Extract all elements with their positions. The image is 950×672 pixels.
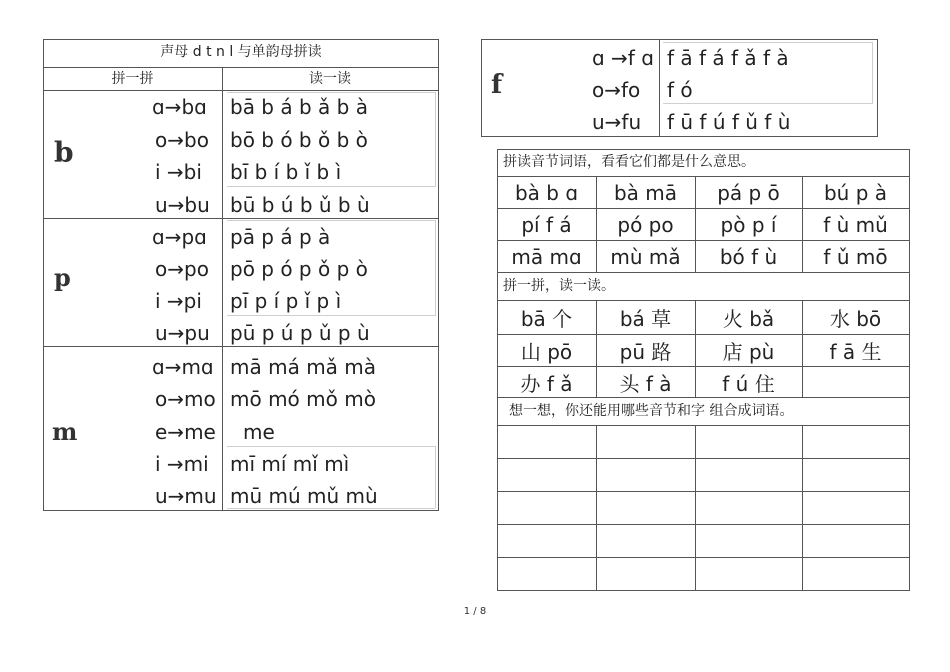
mix-cell: 山 pō: [520, 340, 573, 364]
column-divider: [695, 425, 696, 590]
pin-cell: o→po: [155, 257, 209, 281]
table-border: [497, 272, 910, 273]
pin-cell: ɑ→bɑ: [152, 95, 207, 119]
pin-cell: ɑ →f ɑ: [592, 46, 654, 70]
table-border-left: [43, 39, 44, 510]
read-cell: mū mú mǔ mù: [230, 484, 378, 508]
word-cell: bà mā: [613, 180, 678, 205]
table-border: [43, 346, 439, 347]
pin-cell: o→bo: [155, 128, 209, 152]
word-cell: bà b ɑ: [514, 180, 579, 205]
pin-cell: u→fu: [592, 110, 642, 134]
table-border-bottom: [43, 510, 439, 511]
instruction-think: 想一想，你还能用哪些音节和字 组合成词语。: [509, 403, 794, 419]
table-column-divider: [659, 39, 660, 136]
pin-cell: ɑ→mɑ: [152, 355, 214, 379]
header-read: 读一读: [309, 71, 351, 87]
letter-b: b: [54, 136, 74, 169]
letter-f: f: [491, 70, 503, 100]
word-cell: bó f ù: [719, 244, 778, 269]
read-cell: pā p á p à: [230, 225, 331, 249]
read-cell: pī p í p ǐ p ì: [230, 289, 342, 313]
word-cell: mā mɑ: [511, 244, 582, 269]
mix-cell: pū 路: [619, 340, 672, 364]
word-cell: pá p ō: [717, 180, 780, 205]
read-cell: bā b á b ǎ b à: [230, 95, 368, 119]
left-table-title: 声母 d t n l 与单韵母拼读: [160, 44, 322, 60]
instruction-pin-read: 拼一拼，读一读。: [503, 278, 615, 294]
read-cell: me: [243, 420, 275, 444]
header-pin: 拼一拼: [111, 71, 154, 87]
table-border: [43, 90, 439, 91]
table-border-bottom: [481, 136, 878, 137]
mix-cell: f ú 住: [722, 371, 775, 396]
mix-cell: 水 bō: [829, 307, 882, 331]
pin-cell: i →pi: [155, 289, 202, 313]
instruction-read-words: 拼读音节词语，看看它们都是什么意思。: [503, 154, 755, 170]
read-cell: pō p ó p ǒ p ò: [230, 257, 368, 281]
word-cell: pó po: [617, 212, 674, 237]
table-border: [497, 425, 910, 426]
mix-cell: 头 f à: [619, 371, 672, 396]
table-border-right: [438, 39, 439, 510]
inner-box: [227, 186, 435, 187]
table-column-divider: [222, 67, 223, 510]
table-border-top: [481, 39, 878, 40]
read-cell: f ū f ú f ǔ f ù: [667, 110, 791, 134]
table-border: [497, 458, 910, 459]
read-cell: mō mó mǒ mò: [230, 387, 376, 411]
mix-cell: bā 个: [520, 307, 573, 331]
read-cell: f ó: [667, 78, 693, 102]
table-border: [497, 557, 910, 558]
word-cell: mù mǎ: [610, 244, 681, 269]
inner-box: [872, 42, 873, 104]
read-cell: f ā f á f ǎ f à: [667, 46, 789, 70]
read-cell: pū p ú p ǔ p ù: [230, 321, 370, 345]
pin-cell: ɑ→pɑ: [152, 225, 207, 249]
word-cell: pò p í: [720, 212, 777, 237]
inner-box: [663, 103, 873, 104]
table-border-left: [481, 39, 482, 136]
table-border: [43, 67, 439, 68]
pin-cell: u→pu: [155, 321, 210, 345]
table-border: [497, 524, 910, 525]
table-border-top: [43, 39, 439, 40]
letter-m: m: [52, 417, 78, 446]
mix-cell: bá 草: [619, 307, 672, 331]
inner-box: [227, 220, 435, 221]
inner-box: [227, 508, 435, 509]
table-border-bottom: [497, 590, 910, 591]
word-cell: f ù mǔ: [823, 212, 888, 237]
table-border: [497, 491, 910, 492]
table-border: [43, 218, 439, 219]
pin-cell: i →mi: [155, 452, 209, 476]
word-cell: f ǔ mō: [823, 244, 888, 269]
letter-p: p: [54, 263, 71, 292]
inner-box: [435, 446, 436, 508]
pin-cell: u→bu: [155, 193, 210, 217]
page-number: 1 / 8: [463, 606, 487, 617]
inner-box: [435, 92, 436, 187]
table-border-right: [909, 149, 910, 590]
read-cell: mā má mǎ mà: [230, 355, 377, 379]
mix-cell: f ā 生: [829, 340, 882, 364]
pin-cell: i →bi: [155, 160, 202, 184]
read-cell: mī mí mǐ mì: [230, 452, 350, 476]
table-border: [497, 397, 910, 398]
mix-cell: 火 bǎ: [722, 307, 775, 331]
mix-cell: [802, 367, 909, 397]
word-cell: pí f á: [521, 212, 572, 237]
table-border-top: [497, 149, 910, 150]
column-divider: [802, 425, 803, 590]
word-cell: bú p à: [823, 180, 888, 205]
inner-box: [663, 42, 873, 43]
inner-box: [435, 220, 436, 316]
inner-box: [227, 315, 435, 316]
mix-cell: 办 f ǎ: [520, 371, 573, 396]
read-cell: bō b ó b ǒ b ò: [230, 128, 368, 152]
pin-cell: u→mu: [155, 484, 217, 508]
inner-box: [227, 446, 435, 447]
mix-cell: 店 pù: [722, 340, 775, 364]
inner-box: [227, 92, 435, 93]
table-border-right: [877, 39, 878, 136]
pin-cell: o→fo: [592, 78, 641, 102]
read-cell: bī b í b ǐ b ì: [230, 160, 342, 184]
pin-cell: o→mo: [155, 387, 216, 411]
pin-cell: e→me: [155, 420, 216, 444]
read-cell: bū b ú b ǔ b ù: [230, 193, 370, 217]
column-divider: [596, 425, 597, 590]
